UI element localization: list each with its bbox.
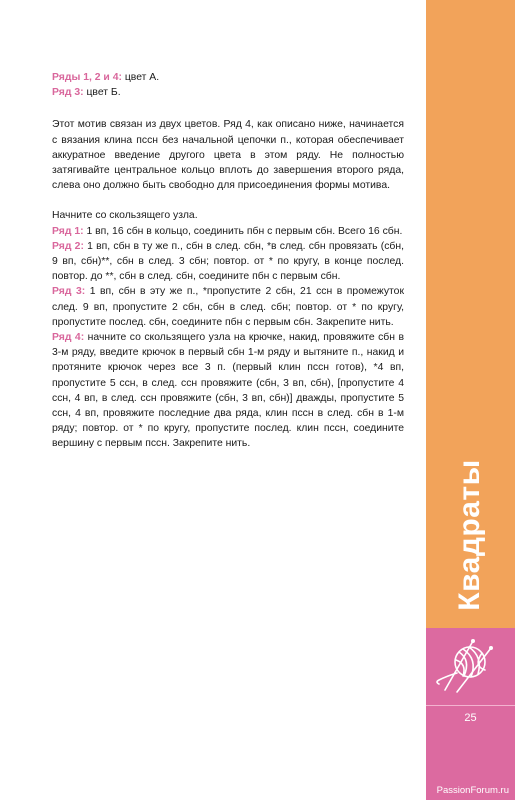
description-paragraph: Этот мотив связан из двух цветов. Ряд 4, как описано ниже, начинается с вязания клина пссн без начальной цепочки п., которая обеспечивает аккуратное введение другого цвета в этом ряду. Не полностью затягивайте центральное кольцо вплоть до завершения второго ряда, слева оно должно быть свободно для присоединения формы мотива.: [52, 119, 404, 192]
sidebar-divider: [426, 705, 515, 706]
row-label: Ряд 4:: [52, 332, 85, 344]
row-text: 1 вп, 16 сбн в кольцо, соединить пбн с первым сбн. Всего 16 сбн.: [83, 225, 403, 237]
start-instruction: Начните со скользящего узла.: [52, 210, 198, 222]
row-1-instruction: [52, 224, 404, 239]
row-text: 1 вп, сбн в ту же п., сбн в след. сбн, *в след. сбн провязать (сбн, 9 вп, сбн)**, сбн в след. 3 сбн; повтор. от * по кругу, в конце послед. повтор. до **, сбн в след. сбн, соедините пбн с первым сбн.: [52, 240, 405, 283]
row-text: цвет Б.: [83, 87, 121, 99]
row-2-instruction: [52, 239, 404, 285]
rows-intro-2: [52, 85, 404, 100]
row-label: Ряд 3:: [52, 87, 84, 99]
row-text: 1 вп, сбн в эту же п., *пропустите 2 сбн, 21 ссн в промежуток след. 9 вп, пропустите 2 сбн, сбн в след. сбн; повтор. от * по кругу, пропустите послед. сбн, соедините пбн с первым сбн. Закрепите нить.: [52, 286, 405, 328]
row-text: начните со скользящего узла на крючке, накид, провяжите сбн в 3-м ряду, введите крючок в первый сбн 1-м ряду и вытяните п., накид и протяните крючок через все 3 п. (первый клин пссн готов), *4 вп, пропустите 5 ссн, в след. ссн провяжите (сбн, 3 вп, сбн), [пропустите 4 ссн, 4 вп, в след. ссн провяжите (сбн, 3 вп, сбн)] дважды, пропустите 5 ссн, 4 вп, провяжите последние два ряда, клин пссн в след. сбн в 1-м ряду; повтор. от * по кругу, пропустите послед. клин пссн, соедините вершину с первым пссн. Закрепите нить.: [52, 332, 404, 450]
section-title: Квадраты: [453, 459, 486, 611]
row-label: Ряды 1, 2 и 4:: [52, 72, 122, 83]
page-text: [52, 70, 404, 452]
row-label: Ряд 3:: [52, 286, 86, 298]
page-number: 25: [464, 712, 477, 724]
row-label: Ряд 2:: [52, 240, 84, 252]
yarn-ball-icon: [433, 638, 503, 694]
row-text: цвет А.: [121, 72, 160, 83]
row-label: Ряд 1:: [52, 225, 84, 237]
rows-intro-1: [52, 70, 404, 85]
watermark: PassionForum.ru: [436, 785, 509, 796]
row-4-instruction: [52, 330, 404, 452]
row-3-instruction: [52, 284, 404, 330]
